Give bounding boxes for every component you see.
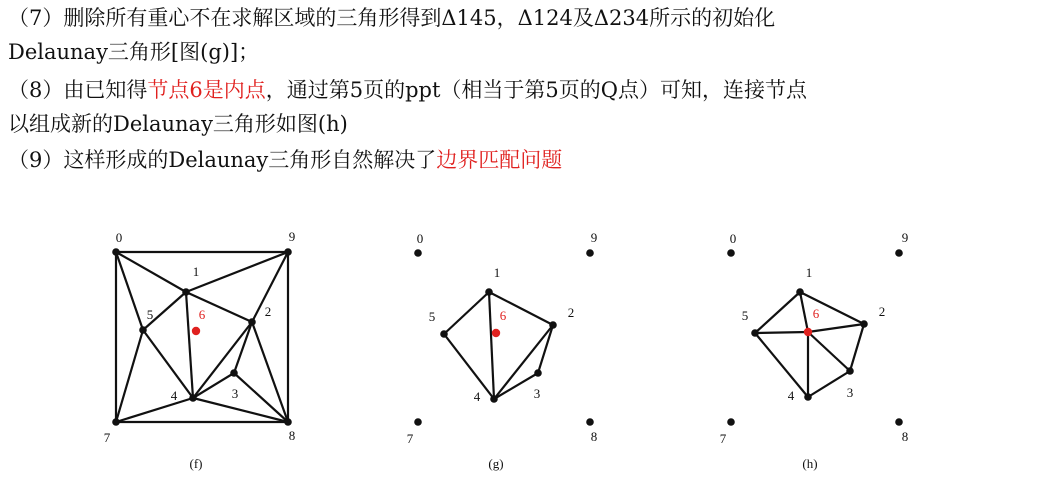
figure-g [407,230,598,471]
node-1 [182,288,190,296]
node-label-0: 0 [729,231,737,246]
edge-1-5 [444,292,489,334]
node-7 [112,418,120,426]
node-label-4: 4 [787,388,795,403]
node-4 [189,394,197,402]
figure-caption: (g) [488,456,504,471]
figure-f [104,229,296,471]
node-5 [139,326,147,334]
node-label-9: 9 [288,229,296,244]
text-line-5-a: （9）这样形成的Delaunay三角形自然解决了 [8,148,437,172]
node-label-1: 1 [805,265,813,280]
node-label-4: 4 [170,388,178,403]
edge-1-2 [186,292,252,322]
edge-2-3 [850,324,864,371]
node-3 [846,367,854,375]
edge-3-4 [808,371,850,397]
node-label-2: 2 [878,304,886,319]
node-label-0: 0 [115,230,123,245]
node-label-9: 9 [901,230,909,245]
node-5 [751,329,759,337]
boundary-matching-highlight: 边界匹配问题 [436,148,563,172]
edge-2-4 [494,325,553,399]
node-7 [414,418,422,426]
text-line-2: Delaunay三角形[图(g)]； [8,40,260,64]
edge-1-5 [755,292,800,333]
node-9 [895,249,903,257]
node-label-5: 5 [428,309,436,324]
edge-6-5 [755,332,808,333]
edge-5-4 [143,330,193,398]
interior-node-highlight: 节点6是内点 [147,78,266,102]
node-6 [192,327,200,335]
edge-2-3 [538,325,553,373]
edge-3-4 [494,373,538,399]
node-label-5: 5 [741,308,749,323]
node-label-1: 1 [493,265,501,280]
node-label-2: 2 [567,305,575,320]
figure-caption: (h) [802,456,818,471]
node-label-7: 7 [103,430,111,445]
node-0 [727,249,735,257]
node-6 [492,329,500,337]
node-8 [895,418,903,426]
text-line-3-b: ，通过第5页的ppt（相当于第5页的Q点）可知，连接节点 [265,78,808,102]
node-label-5: 5 [146,307,154,322]
node-label-6: 6 [198,307,206,322]
node-label-7: 7 [719,431,727,446]
edge-2-4 [193,322,252,398]
node-label-3: 3 [533,386,541,401]
node-label-8: 8 [288,428,296,443]
figure-caption: (f) [189,456,203,471]
edge-1-4 [186,292,193,398]
node-4 [490,395,498,403]
edge-1-9 [186,252,288,292]
edge-1-4 [489,292,494,399]
edge-6-3 [808,332,850,371]
text-line-4: 以组成新的Delaunay三角形如图(h) [8,112,348,136]
node-label-2: 2 [264,304,272,319]
node-9 [586,249,594,257]
node-3 [534,369,542,377]
node-label-4: 4 [473,389,481,404]
node-label-1: 1 [192,264,200,279]
node-1 [796,288,804,296]
node-3 [230,369,238,377]
node-label-6: 6 [812,306,820,321]
node-2 [248,318,256,326]
text-line-1: （7）删除所有重心不在求解区域的三角形得到Δ145，Δ124及Δ234所示的初始化 [8,6,776,30]
node-5 [440,330,448,338]
node-label-6: 6 [499,308,507,323]
node-1 [485,288,493,296]
edge-6-1 [800,292,808,332]
node-8 [586,418,594,426]
node-label-8: 8 [901,429,909,444]
edge-6-2 [808,324,864,332]
node-label-8: 8 [590,429,598,444]
text-line-3-a: （8）由已知得 [8,78,148,102]
node-0 [112,248,120,256]
node-label-9: 9 [590,230,598,245]
node-9 [284,248,292,256]
edge-1-2 [800,292,864,324]
node-label-7: 7 [406,431,414,446]
node-4 [804,393,812,401]
node-8 [284,418,292,426]
edge-5-7 [116,330,143,422]
node-2 [549,321,557,329]
node-label-3: 3 [231,386,239,401]
edge-4-7 [116,398,193,422]
figure-h [720,230,909,471]
edge-5-4 [444,334,494,399]
node-7 [727,418,735,426]
node-2 [860,320,868,328]
node-0 [414,249,422,257]
edge-2-3 [234,322,252,373]
edge-0-1 [116,252,186,292]
edge-0-5 [116,252,143,330]
node-label-0: 0 [416,231,424,246]
edge-5-4 [755,333,808,397]
edge-4-3 [193,373,234,398]
node-label-3: 3 [846,385,854,400]
edge-1-2 [489,292,553,325]
node-6 [804,328,812,336]
